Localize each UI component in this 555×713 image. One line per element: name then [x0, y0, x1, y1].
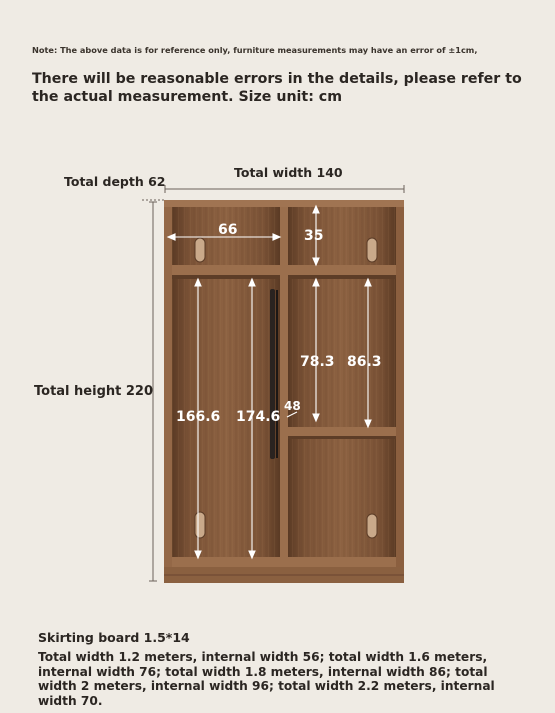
- right-mid-height-b: 86.3: [347, 354, 382, 370]
- right-mid-width-value: 48: [284, 399, 301, 413]
- height-dimension-line: [142, 200, 164, 581]
- skirting-board-note: Skirting board 1.5*14: [38, 630, 190, 645]
- total-depth-label: Total depth 62: [64, 174, 166, 189]
- width-variants-note: Total width 1.2 meters, internal width 56; total width 1.6 meters, internal width 76; total width 1.8 meters, internal width 86; total width 2 meters, internal width 96; total width 2.2 meters, internal width 70.: [38, 650, 495, 708]
- disclaimer-note: Note: The above data is for reference only, furniture measurements may have an error of ±1cm,: [32, 45, 478, 55]
- left-hang-height-b: 174.6: [236, 409, 281, 425]
- headline: There will be reasonable errors in the details, please refer to the actual measurement. Size unit: cm: [32, 71, 522, 105]
- right-top-height-value: 35: [304, 228, 324, 244]
- total-width-label: Total width 140: [234, 165, 343, 180]
- total-height-label: Total height 220: [34, 384, 154, 399]
- right-mid-height-a: 78.3: [300, 354, 335, 370]
- right-top-shelf: [286, 265, 398, 276]
- right-middle-shelf: [286, 427, 398, 437]
- center-divider: [280, 203, 288, 567]
- door-handle: [270, 289, 275, 459]
- width-dimension-line: [165, 185, 404, 193]
- left-top-width-value: 66: [218, 222, 238, 238]
- left-hang-height-a: 166.6: [176, 409, 221, 425]
- left-top-shelf: [170, 265, 282, 276]
